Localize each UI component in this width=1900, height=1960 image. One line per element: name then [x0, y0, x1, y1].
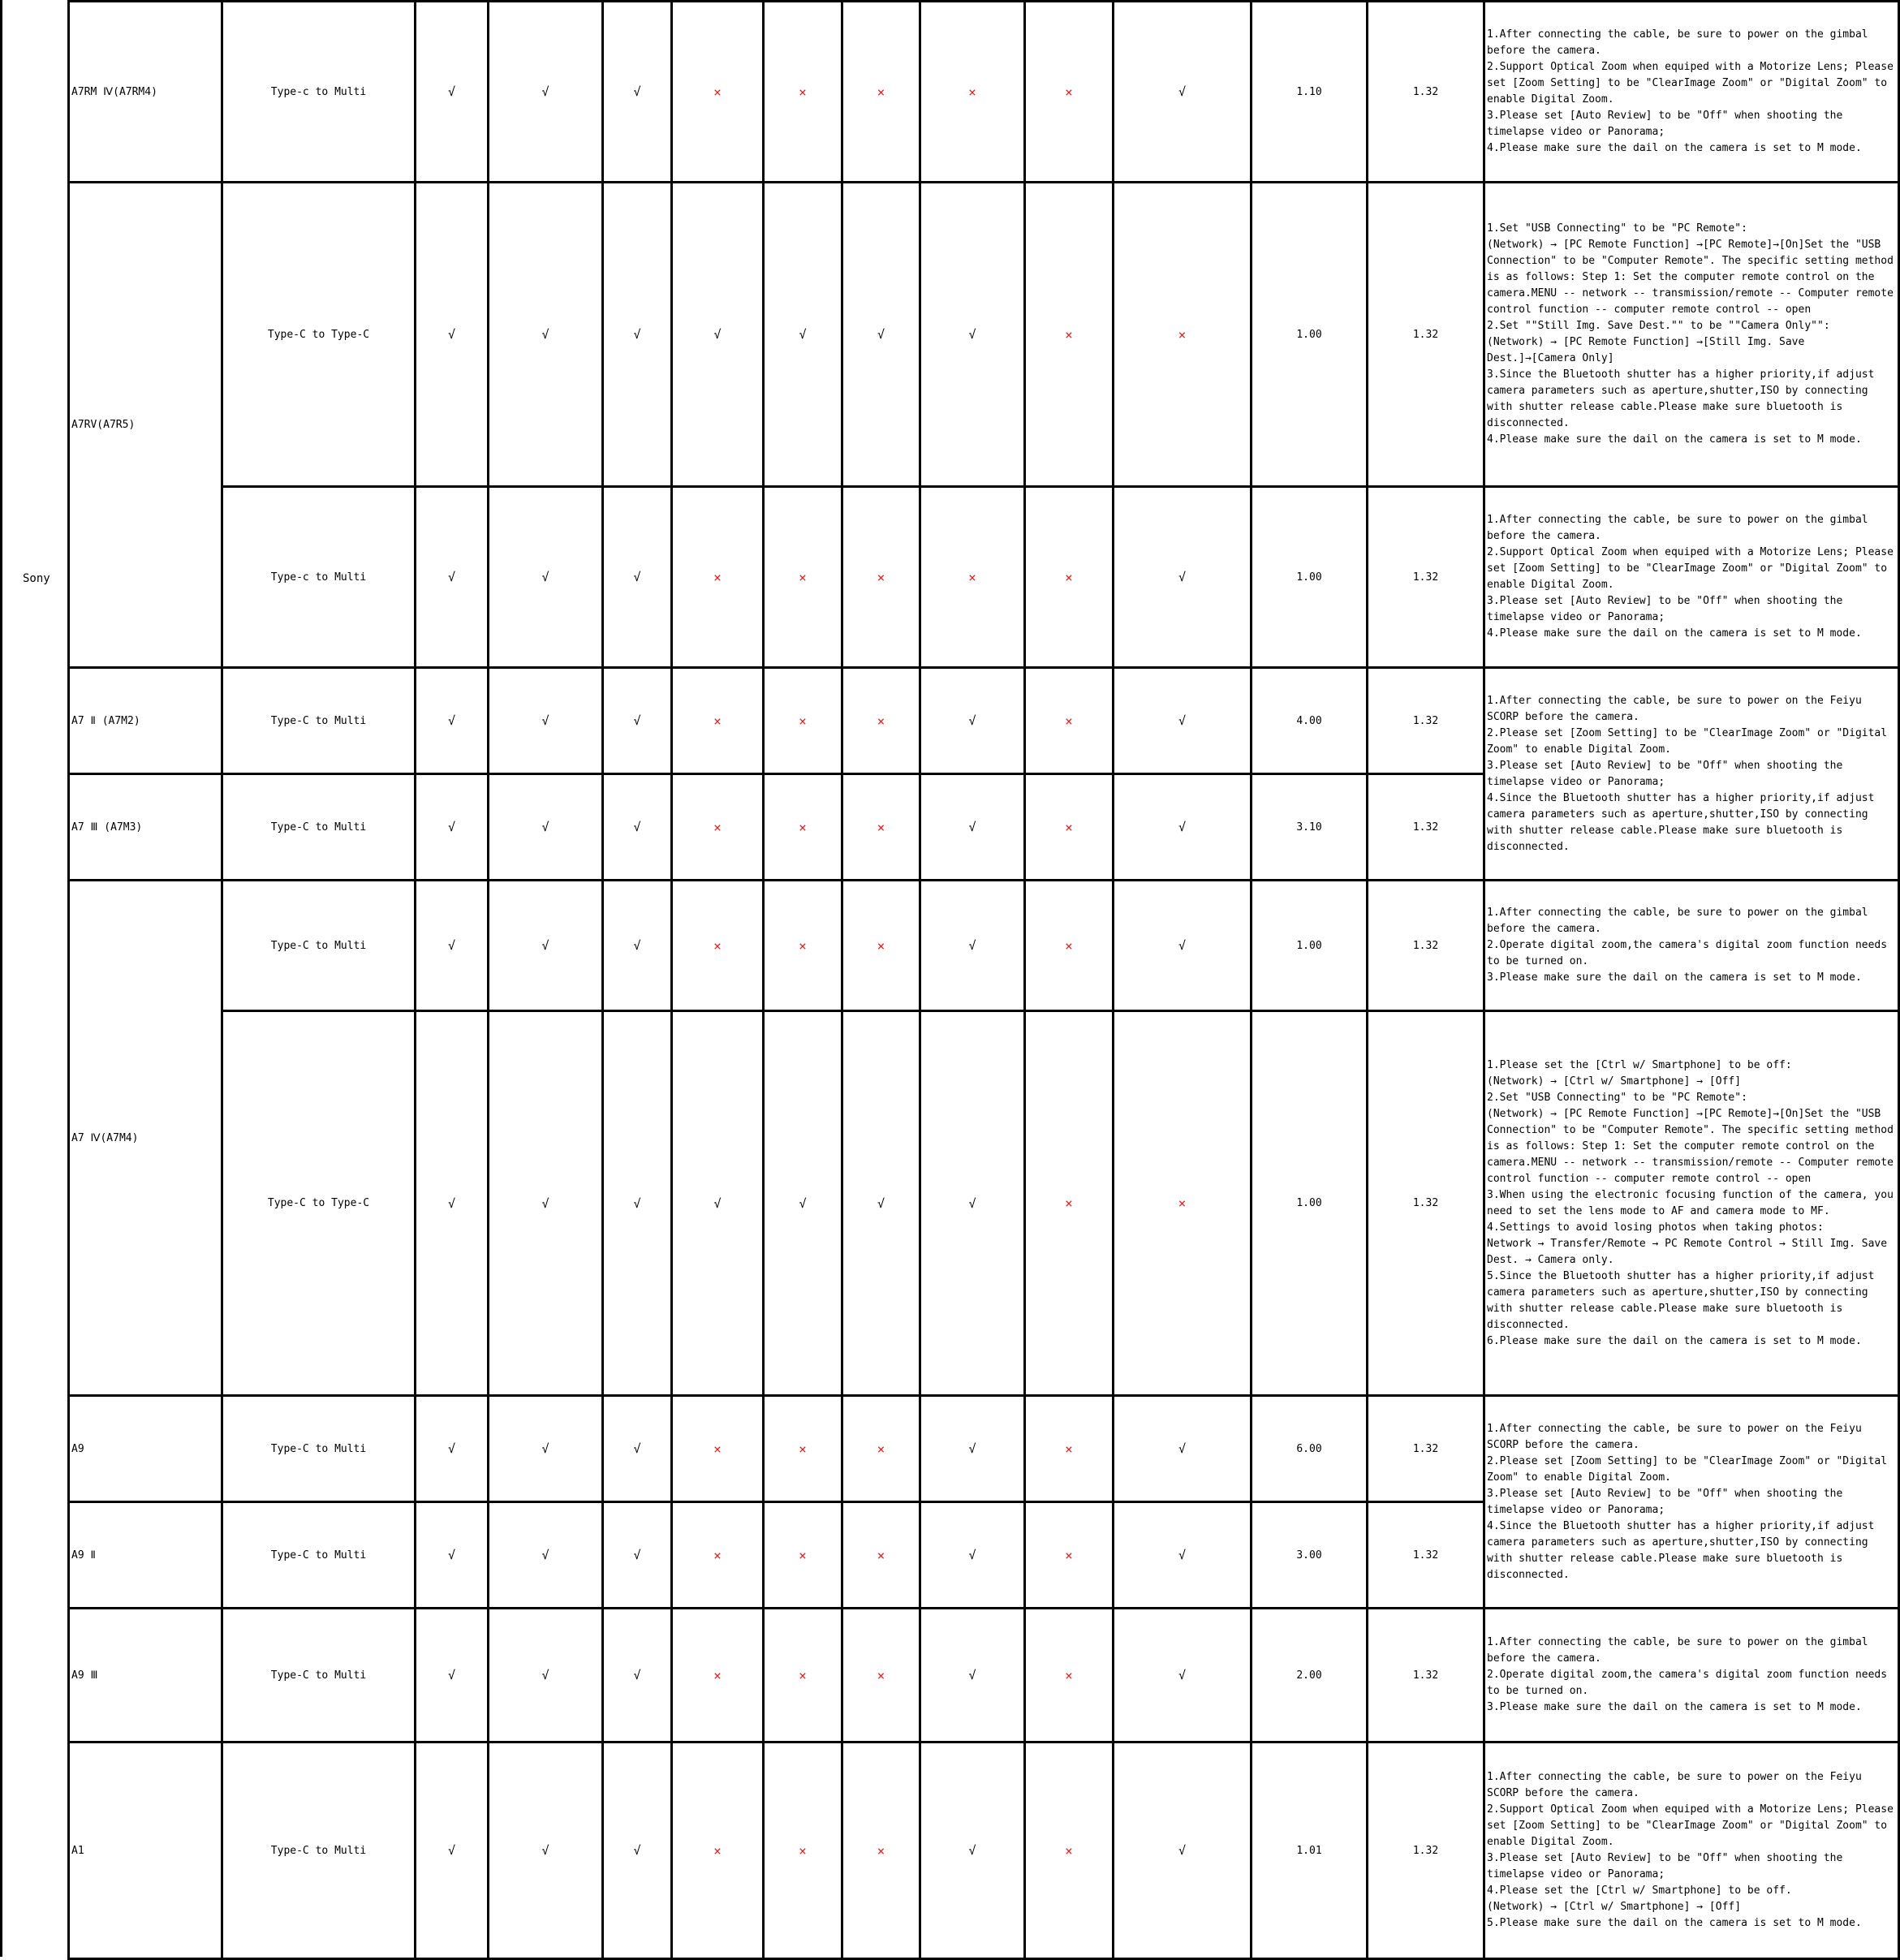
support-cell-video [489, 1396, 603, 1502]
support-cell-video [489, 1742, 603, 1959]
support-cell-other [1114, 1502, 1252, 1609]
check-mark-icon: √ [541, 1195, 549, 1211]
support-cell-photo [603, 1011, 672, 1396]
check-mark-icon: √ [1178, 938, 1187, 953]
support-cell-follow [1025, 1502, 1114, 1609]
support-cell-follow [1025, 183, 1114, 487]
support-cell-timelapse [920, 1742, 1025, 1959]
support-cell-param [842, 183, 920, 487]
cross-mark-icon: × [877, 1842, 885, 1859]
notes-cell: 1.Set "USB Connecting" to be "PC Remote": (Network) → [PC Remote Function] →[PC Remote]→[On]Set the "USB Connection" to be "Computer Remote". The specific setting method is as follows: Step 1: Set the computer remote control on the camera.MENU -- network -- transmission/remote -- Computer remote control function -- computer remote control -- open 2.Set ""Still Img. Save Dest."" to be ""Camera Only"": (Network) → [PC Remote Function] →[Still Img. Save Dest.]→[Camera Only] 3.Since the Bluetooth shutter has a higher priority,if adjust camera parameters such as aperture,shutter,ISO by connecting with shutter release cable.Please make sure bluetooth is disconnected. 4.Please make sure the dail on the camera is set to M mode. [1484, 183, 1899, 487]
check-mark-icon: √ [968, 327, 976, 342]
cross-mark-icon: × [799, 937, 807, 954]
support-cell-video [489, 183, 603, 487]
cross-mark-icon: × [1065, 1667, 1073, 1683]
cross-mark-icon: × [713, 713, 722, 729]
support-cell-other [1114, 1396, 1252, 1502]
check-mark-icon: √ [968, 1668, 976, 1682]
cross-mark-icon: × [877, 1441, 885, 1457]
check-mark-icon: √ [447, 938, 456, 953]
cross-mark-icon: × [713, 1547, 722, 1563]
cross-mark-icon: × [1065, 1842, 1073, 1859]
support-cell-follow [1025, 774, 1114, 881]
support-cell-focus [672, 1396, 764, 1502]
table-row [69, 1011, 1899, 1396]
cross-mark-icon: × [1178, 326, 1187, 342]
cross-mark-icon: × [877, 1667, 885, 1683]
cable-type-cell: Type-c to Multi [222, 487, 416, 668]
check-mark-icon: √ [633, 938, 641, 953]
support-cell-timelapse [920, 1011, 1025, 1396]
support-cell-shutter [416, 668, 489, 774]
support-cell-video [489, 2, 603, 183]
cross-mark-icon: × [1178, 1195, 1187, 1211]
cross-mark-icon: × [1065, 1441, 1073, 1457]
check-mark-icon: √ [968, 1441, 976, 1456]
support-cell-param [842, 1502, 920, 1609]
support-cell-focus [672, 183, 764, 487]
check-mark-icon: √ [1178, 820, 1187, 834]
cross-mark-icon: × [877, 713, 885, 729]
table-row [69, 1609, 1899, 1742]
camera-model-cell: A7 Ⅳ(A7M4) [69, 881, 222, 1396]
notes-cell: 1.Please set the [Ctrl w/ Smartphone] to be off: (Network) → [Ctrl w/ Smartphone] → [Off] 2.Set "USB Connecting" to be "PC Remote": (Network) → [PC Remote Function] →[PC Remote]→[On]Set the "USB Connection" to be "Computer Remote". The specific setting method is as follows: Step 1: Set the computer remote control on the camera.MENU -- network -- transmission/remote -- Computer remote control function -- computer remote control -- open 3.When using the electronic focusing function of the camera, you need to set the lens mode to AF and camera mode to MF. 4.Settings to avoid losing photos when taking photos: Network → Transfer/Remote → PC Remote Control → Still Img. Save Dest. → Camera only. 5.Since the Bluetooth shutter has a higher priority,if adjust camera parameters such as aperture,shutter,ISO by connecting with shutter release cable.Please make sure bluetooth is disconnected. 6.Please make sure the dail on the camera is set to M mode. [1484, 1011, 1899, 1396]
camera-firmware-cell: 4.00 [1252, 668, 1368, 774]
support-cell-param [842, 487, 920, 668]
support-cell-shutter [416, 2, 489, 183]
camera-firmware-cell: 6.00 [1252, 1396, 1368, 1502]
support-cell-follow [1025, 1011, 1114, 1396]
support-cell-other [1114, 881, 1252, 1011]
check-mark-icon: √ [968, 1548, 976, 1562]
support-cell-other [1114, 1609, 1252, 1742]
support-cell-photo [603, 183, 672, 487]
support-cell-focus [672, 1742, 764, 1959]
support-cell-follow [1025, 487, 1114, 668]
notes-cell: 1.After connecting the cable, be sure to power on the Feiyu SCORP before the camera. 2.Support Optical Zoom when equiped with a Motorize Lens; Please set [Zoom Setting] to be "ClearImage Zoom" or "Digital Zoom" to enable Digital Zoom. 3.Please set [Auto Review] to be "Off" when shooting the timelapse video or Panorama; 4.Please set the [Ctrl w/ Smartphone] to be off. (Network) → [Ctrl w/ Smartphone] → [Off] 5.Please make sure the dail on the camera is set to M mode. [1484, 1742, 1899, 1959]
support-cell-zoom [764, 668, 842, 774]
gimbal-firmware-cell: 1.32 [1368, 487, 1484, 668]
support-cell-video [489, 881, 603, 1011]
support-cell-follow [1025, 1742, 1114, 1959]
support-cell-focus [672, 1609, 764, 1742]
check-mark-icon: √ [447, 1195, 456, 1211]
check-mark-icon: √ [968, 713, 976, 728]
cable-type-cell: Type-C to Type-C [222, 1011, 416, 1396]
support-cell-param [842, 668, 920, 774]
check-mark-icon: √ [541, 1548, 549, 1562]
cable-type-cell: Type-C to Multi [222, 774, 416, 881]
gimbal-firmware-cell: 1.32 [1368, 1396, 1484, 1502]
support-cell-zoom [764, 1502, 842, 1609]
camera-model-cell: A9 [69, 1396, 222, 1502]
support-cell-follow [1025, 1396, 1114, 1502]
camera-firmware-cell: 1.01 [1252, 1742, 1368, 1959]
cross-mark-icon: × [1065, 819, 1073, 835]
check-mark-icon: √ [1178, 1441, 1187, 1456]
check-mark-icon: √ [713, 1195, 722, 1211]
notes-cell: 1.After connecting the cable, be sure to power on the gimbal before the camera. 2.Operate digital zoom,the camera's digital zoom function needs to be turned on. 3.Please make sure the dail on the camera is set to M mode. [1484, 881, 1899, 1011]
cable-type-cell: Type-C to Type-C [222, 183, 416, 487]
support-cell-photo [603, 2, 672, 183]
support-cell-param [842, 1011, 920, 1396]
support-cell-other [1114, 2, 1252, 183]
support-cell-timelapse [920, 1396, 1025, 1502]
camera-model-cell: A7RM Ⅳ(A7RM4) [69, 2, 222, 183]
check-mark-icon: √ [1178, 84, 1187, 99]
check-mark-icon: √ [541, 327, 549, 342]
support-cell-zoom [764, 774, 842, 881]
table-row [69, 487, 1899, 668]
support-cell-focus [672, 1011, 764, 1396]
check-mark-icon: √ [447, 1441, 456, 1456]
support-cell-shutter [416, 1396, 489, 1502]
camera-model-cell: A9 Ⅱ [69, 1502, 222, 1609]
support-cell-timelapse [920, 183, 1025, 487]
cable-type-cell: Type-C to Multi [222, 1609, 416, 1742]
support-cell-timelapse [920, 487, 1025, 668]
cross-mark-icon: × [713, 1842, 722, 1859]
cross-mark-icon: × [799, 1441, 807, 1457]
camera-model-cell: A7 Ⅲ (A7M3) [69, 774, 222, 881]
support-cell-zoom [764, 881, 842, 1011]
cross-mark-icon: × [713, 819, 722, 835]
support-cell-focus [672, 668, 764, 774]
check-mark-icon: √ [541, 938, 549, 953]
notes-cell: 1.After connecting the cable, be sure to power on the Feiyu SCORP before the camera. 2.Please set [Zoom Setting] to be "ClearImage Zoom" or "Digital Zoom" to enable Digital Zoom. 3.Please set [Auto Review] to be "Off" when shooting the timelapse video or Panorama; 4.Since the Bluetooth shutter has a higher priority,if adjust camera parameters such as aperture,shutter,ISO by connecting with shutter release cable.Please make sure bluetooth is disconnected. [1484, 1396, 1899, 1609]
check-mark-icon: √ [1178, 713, 1187, 728]
support-cell-other [1114, 1011, 1252, 1396]
check-mark-icon: √ [1178, 1843, 1187, 1858]
support-cell-photo [603, 1502, 672, 1609]
support-cell-zoom [764, 1396, 842, 1502]
gimbal-firmware-cell: 1.32 [1368, 668, 1484, 774]
support-cell-focus [672, 774, 764, 881]
support-cell-follow [1025, 881, 1114, 1011]
check-mark-icon: √ [633, 1195, 641, 1211]
check-mark-icon: √ [447, 1548, 456, 1562]
support-cell-timelapse [920, 668, 1025, 774]
check-mark-icon: √ [633, 1843, 641, 1858]
check-mark-icon: √ [541, 84, 549, 99]
support-cell-photo [603, 1742, 672, 1959]
cross-mark-icon: × [1065, 326, 1073, 342]
support-cell-timelapse [920, 1502, 1025, 1609]
camera-firmware-cell: 1.00 [1252, 881, 1368, 1011]
check-mark-icon: √ [447, 327, 456, 342]
support-cell-zoom [764, 1011, 842, 1396]
check-mark-icon: √ [633, 820, 641, 834]
cross-mark-icon: × [877, 569, 885, 585]
cross-mark-icon: × [1065, 937, 1073, 954]
compatibility-table [67, 0, 1900, 1960]
support-cell-shutter [416, 1011, 489, 1396]
camera-firmware-cell: 1.10 [1252, 2, 1368, 183]
check-mark-icon: √ [541, 1668, 549, 1682]
support-cell-param [842, 1742, 920, 1959]
support-cell-video [489, 1502, 603, 1609]
gimbal-firmware-cell: 1.32 [1368, 1011, 1484, 1396]
cable-type-cell: Type-C to Multi [222, 1396, 416, 1502]
support-cell-video [489, 1609, 603, 1742]
cable-type-cell: Type-C to Multi [222, 668, 416, 774]
support-cell-photo [603, 881, 672, 1011]
cable-type-cell: Type-c to Multi [222, 2, 416, 183]
support-cell-shutter [416, 1609, 489, 1742]
check-mark-icon: √ [447, 713, 456, 728]
notes-cell: 1.After connecting the cable, be sure to power on the Feiyu SCORP before the camera. 2.Please set [Zoom Setting] to be "ClearImage Zoom" or "Digital Zoom" to enable Digital Zoom. 3.Please set [Auto Review] to be "Off" when shooting the timelapse video or Panorama; 4.Since the Bluetooth shutter has a higher priority,if adjust camera parameters such as aperture,shutter,ISO by connecting with shutter release cable.Please make sure bluetooth is disconnected. [1484, 668, 1899, 881]
gimbal-firmware-cell: 1.32 [1368, 1742, 1484, 1959]
table-row [69, 183, 1899, 487]
check-mark-icon: √ [447, 1843, 456, 1858]
check-mark-icon: √ [633, 1441, 641, 1456]
gimbal-firmware-cell: 1.32 [1368, 774, 1484, 881]
check-mark-icon: √ [968, 820, 976, 834]
table-row [69, 1742, 1899, 1959]
support-cell-focus [672, 881, 764, 1011]
check-mark-icon: √ [541, 713, 549, 728]
support-cell-other [1114, 183, 1252, 487]
support-cell-zoom [764, 1609, 842, 1742]
cross-mark-icon: × [968, 569, 976, 585]
check-mark-icon: √ [447, 84, 456, 99]
check-mark-icon: √ [633, 713, 641, 728]
gimbal-firmware-cell: 1.32 [1368, 2, 1484, 183]
support-cell-shutter [416, 1502, 489, 1609]
cross-mark-icon: × [799, 1842, 807, 1859]
support-cell-zoom [764, 487, 842, 668]
table-row [69, 881, 1899, 1011]
check-mark-icon: √ [799, 327, 807, 342]
support-cell-timelapse [920, 2, 1025, 183]
check-mark-icon: √ [1178, 1668, 1187, 1682]
cross-mark-icon: × [799, 713, 807, 729]
camera-firmware-cell: 1.00 [1252, 487, 1368, 668]
support-cell-other [1114, 774, 1252, 881]
support-cell-timelapse [920, 774, 1025, 881]
check-mark-icon: √ [541, 1441, 549, 1456]
camera-model-cell: A7RV(A7R5) [69, 183, 222, 668]
check-mark-icon: √ [541, 570, 549, 584]
camera-model-cell: A1 [69, 1742, 222, 1959]
cable-type-cell: Type-C to Multi [222, 881, 416, 1011]
cross-mark-icon: × [877, 937, 885, 954]
support-cell-other [1114, 1742, 1252, 1959]
cross-mark-icon: × [713, 1667, 722, 1683]
check-mark-icon: √ [713, 327, 722, 342]
notes-cell: 1.After connecting the cable, be sure to power on the gimbal before the camera. 2.Support Optical Zoom when equiped with a Motorize Lens; Please set [Zoom Setting] to be "ClearImage Zoom" or "Digital Zoom" to enable Digital Zoom. 3.Please set [Auto Review] to be "Off" when shooting the timelapse video or Panorama; 4.Please make sure the dail on the camera is set to M mode. [1484, 487, 1899, 668]
check-mark-icon: √ [968, 1843, 976, 1858]
check-mark-icon: √ [633, 570, 641, 584]
check-mark-icon: √ [541, 1843, 549, 1858]
cable-type-cell: Type-C to Multi [222, 1502, 416, 1609]
cross-mark-icon: × [1065, 1195, 1073, 1211]
cable-type-cell: Type-C to Multi [222, 1742, 416, 1959]
camera-model-cell: A9 Ⅲ [69, 1609, 222, 1742]
support-cell-video [489, 774, 603, 881]
gimbal-firmware-cell: 1.32 [1368, 1609, 1484, 1742]
cross-mark-icon: × [799, 819, 807, 835]
camera-firmware-cell: 3.00 [1252, 1502, 1368, 1609]
support-cell-video [489, 1011, 603, 1396]
gimbal-firmware-cell: 1.32 [1368, 881, 1484, 1011]
check-mark-icon: √ [541, 820, 549, 834]
gimbal-firmware-cell: 1.32 [1368, 1502, 1484, 1609]
check-mark-icon: √ [633, 84, 641, 99]
notes-cell: 1.After connecting the cable, be sure to power on the gimbal before the camera. 2.Support Optical Zoom when equiped with a Motorize Lens; Please set [Zoom Setting] to be "ClearImage Zoom" or "Digital Zoom" to enable Digital Zoom. 3.Please set [Auto Review] to be "Off" when shooting the timelapse video or Panorama; 4.Please make sure the dail on the camera is set to M mode. [1484, 2, 1899, 183]
cross-mark-icon: × [713, 937, 722, 954]
check-mark-icon: √ [1178, 1548, 1187, 1562]
support-cell-video [489, 668, 603, 774]
cross-mark-icon: × [1065, 713, 1073, 729]
camera-firmware-cell: 3.10 [1252, 774, 1368, 881]
support-cell-photo [603, 1396, 672, 1502]
support-cell-param [842, 774, 920, 881]
support-cell-follow [1025, 1609, 1114, 1742]
check-mark-icon: √ [633, 327, 641, 342]
support-cell-photo [603, 1609, 672, 1742]
camera-firmware-cell: 1.00 [1252, 1011, 1368, 1396]
check-mark-icon: √ [877, 327, 885, 342]
support-cell-shutter [416, 774, 489, 881]
check-mark-icon: √ [633, 1668, 641, 1682]
table-row [69, 2, 1899, 183]
cross-mark-icon: × [799, 1667, 807, 1683]
check-mark-icon: √ [968, 938, 976, 953]
cross-mark-icon: × [799, 84, 807, 100]
support-cell-focus [672, 487, 764, 668]
table-row [69, 668, 1899, 774]
support-cell-zoom [764, 183, 842, 487]
cross-mark-icon: × [1065, 84, 1073, 100]
cross-mark-icon: × [713, 84, 722, 100]
check-mark-icon: √ [633, 1548, 641, 1562]
cross-mark-icon: × [877, 819, 885, 835]
check-mark-icon: √ [877, 1195, 885, 1211]
brand-label: Sony [23, 572, 50, 585]
support-cell-shutter [416, 183, 489, 487]
support-cell-timelapse [920, 881, 1025, 1011]
support-cell-zoom [764, 2, 842, 183]
cross-mark-icon: × [713, 569, 722, 585]
support-cell-photo [603, 774, 672, 881]
support-cell-follow [1025, 668, 1114, 774]
support-cell-follow [1025, 2, 1114, 183]
support-cell-shutter [416, 487, 489, 668]
support-cell-other [1114, 487, 1252, 668]
cross-mark-icon: × [1065, 1547, 1073, 1563]
cross-mark-icon: × [877, 84, 885, 100]
table-row [69, 1396, 1899, 1502]
gimbal-firmware-cell: 1.32 [1368, 183, 1484, 487]
support-cell-video [489, 487, 603, 668]
cross-mark-icon: × [799, 1547, 807, 1563]
check-mark-icon: √ [447, 570, 456, 584]
cross-mark-icon: × [877, 1547, 885, 1563]
check-mark-icon: √ [1178, 570, 1187, 584]
check-mark-icon: √ [447, 1668, 456, 1682]
support-cell-param [842, 881, 920, 1011]
camera-model-cell: A7 Ⅱ (A7M2) [69, 668, 222, 774]
support-cell-zoom [764, 1742, 842, 1959]
camera-firmware-cell: 1.00 [1252, 183, 1368, 487]
support-cell-param [842, 1396, 920, 1502]
support-cell-focus [672, 2, 764, 183]
support-cell-other [1114, 668, 1252, 774]
cross-mark-icon: × [968, 84, 976, 100]
notes-cell: 1.After connecting the cable, be sure to power on the gimbal before the camera. 2.Operate digital zoom,the camera's digital zoom function needs to be turned on. 3.Please make sure the dail on the camera is set to M mode. [1484, 1609, 1899, 1742]
support-cell-param [842, 2, 920, 183]
cross-mark-icon: × [713, 1441, 722, 1457]
support-cell-param [842, 1609, 920, 1742]
support-cell-shutter [416, 1742, 489, 1959]
support-cell-focus [672, 1502, 764, 1609]
check-mark-icon: √ [968, 1195, 976, 1211]
support-cell-shutter [416, 881, 489, 1011]
support-cell-photo [603, 668, 672, 774]
check-mark-icon: √ [799, 1195, 807, 1211]
left-border [0, 0, 2, 1957]
support-cell-timelapse [920, 1609, 1025, 1742]
cross-mark-icon: × [799, 569, 807, 585]
cross-mark-icon: × [1065, 569, 1073, 585]
camera-firmware-cell: 2.00 [1252, 1609, 1368, 1742]
support-cell-photo [603, 487, 672, 668]
check-mark-icon: √ [447, 820, 456, 834]
